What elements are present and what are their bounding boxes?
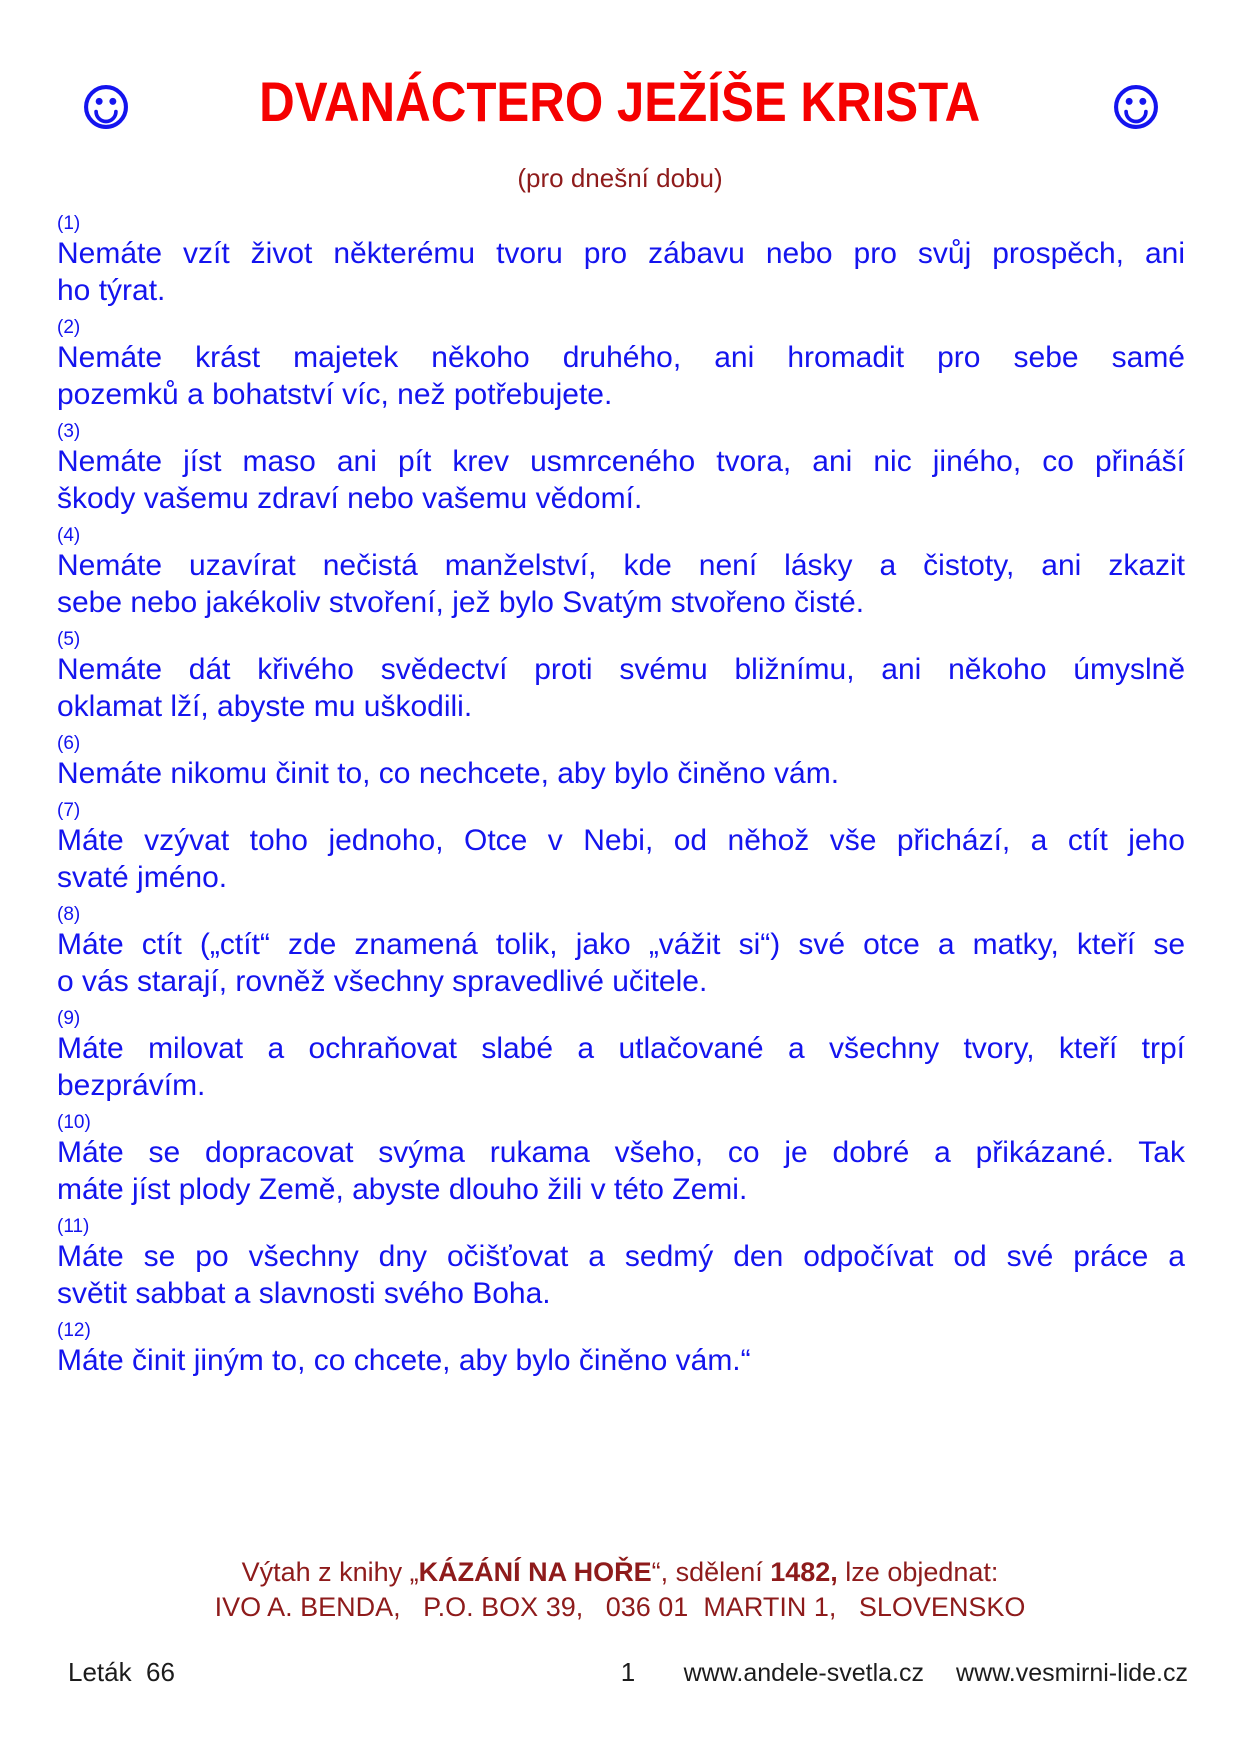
commandment-line: Nemáte jíst maso ani pít krev usmrceného tvora, ani nic jiného, co přináší [57,445,1185,478]
website-link: www.vesmirni-lide.cz [956,1659,1188,1687]
source-segment: KÁZÁNÍ NA HOŘE [418,1557,652,1587]
commandment-line: světit sabbat a slavnosti svého Boha. [57,1277,551,1310]
commandment-number: (9) [57,1008,81,1029]
source-note [0,1555,1240,1625]
commandment-item [57,524,1185,621]
commandment-item [57,799,1185,896]
page-number: 1 [620,1657,636,1687]
commandment-line: ho týrat. [57,274,166,307]
commandment-line: Nemáte krást majetek někoho druhého, ani hromadit pro sebe samé [57,341,1185,374]
commandment-item [57,732,1185,792]
commandment-line: sebe nebo jakékoliv stvoření, jež bylo Svatým stvořeno čisté. [57,586,865,619]
source-segment: lze objednat: [837,1557,999,1587]
smiley-icon [1113,84,1159,130]
website-links [684,1659,1188,1688]
commandment-line: Máte se po všechny dny očišťovat a sedmý den odpočívat od své práce a [57,1240,1185,1273]
commandment-line: o vás starají, rovněž všechny spravedlivé učitele. [57,965,708,998]
page-title [0,70,1240,133]
commandment-item [57,420,1185,517]
commandment-line: bezprávím. [57,1069,206,1102]
commandment-item [57,1319,1185,1379]
commandment-line: oklamat lží, abyste mu uškodili. [57,690,473,723]
commandment-line: Máte vzývat toho jednoho, Otce v Nebi, od něhož vše přichází, a ctít jeho [57,824,1185,857]
commandment-line: Máte milovat a ochraňovat slabé a utlačované a všechny tvory, kteří trpí [57,1032,1185,1065]
commandment-number: (11) [57,1216,90,1237]
commandment-item [57,903,1185,1000]
commandment-item [57,1215,1185,1312]
commandment-line: Nemáte vzít život některému tvoru pro zábavu nebo pro svůj prospěch, ani [57,237,1185,270]
commandment-line: Nemáte dát křivého svědectví proti svému bližnímu, ani někoho úmyslně [57,653,1185,686]
commandment-number: (5) [57,629,81,650]
source-segment: Výtah z knihy „ [241,1557,419,1587]
commandment-line: pozemků a bohatství víc, než potřebujete. [57,378,613,411]
commandment-line: Nemáte nikomu činit to, co nechcete, aby bylo činěno vám. [57,757,840,790]
commandment-number: (12) [57,1320,91,1341]
commandment-line: Nemáte uzavírat nečistá manželství, kde není lásky a čistoty, ani zkazit [57,549,1185,582]
commandment-item [57,316,1185,413]
commandment-line: máte jíst plody Země, abyste dlouho žili v této Zemi. [57,1173,748,1206]
commandment-number: (10) [57,1112,91,1133]
commandment-number: (7) [57,800,81,821]
commandment-number: (1) [57,213,81,234]
commandment-line: Máte ctít („ctít“ zde znamená tolik, jako „vážit si“) své otce a matky, kteří se [57,928,1185,961]
commandment-number: (3) [57,421,81,442]
commandment-item [57,1007,1185,1104]
commandment-item [57,1111,1185,1208]
commandments-list [57,212,1185,1386]
commandment-number: (4) [57,525,81,546]
leaflet-number-label: Leták 66 [68,1657,175,1687]
commandment-number: (2) [57,317,81,338]
commandment-line: Máte činit jiným to, co chcete, aby bylo činěno vám.“ [57,1344,751,1377]
source-segment: “, sdělení [651,1557,771,1587]
commandment-item [57,628,1185,725]
commandment-number: (8) [57,904,81,925]
commandment-item [57,212,1185,309]
page-title-text: DVANÁCTERO JEŽÍŠE KRISTA [259,70,981,133]
page-subtitle: (pro dnešní dobu) [517,163,723,193]
commandment-line: svaté jméno. [57,861,228,894]
commandment-number: (6) [57,733,81,754]
website-link: www.andele-svetla.cz [683,1659,925,1687]
source-segment: 1482, [770,1557,838,1587]
source-line-2: IVO A. BENDA, P.O. BOX 39, 036 01 MARTIN 1, SLOVENSKO [214,1592,1026,1622]
page-footer [68,1657,1188,1688]
commandment-line: škody vašemu zdraví nebo vašemu vědomí. [57,482,643,515]
source-line-1 [0,1555,1240,1590]
commandment-line: Máte se dopracovat svýma rukama všeho, co je dobré a přikázané. Tak [57,1136,1185,1169]
